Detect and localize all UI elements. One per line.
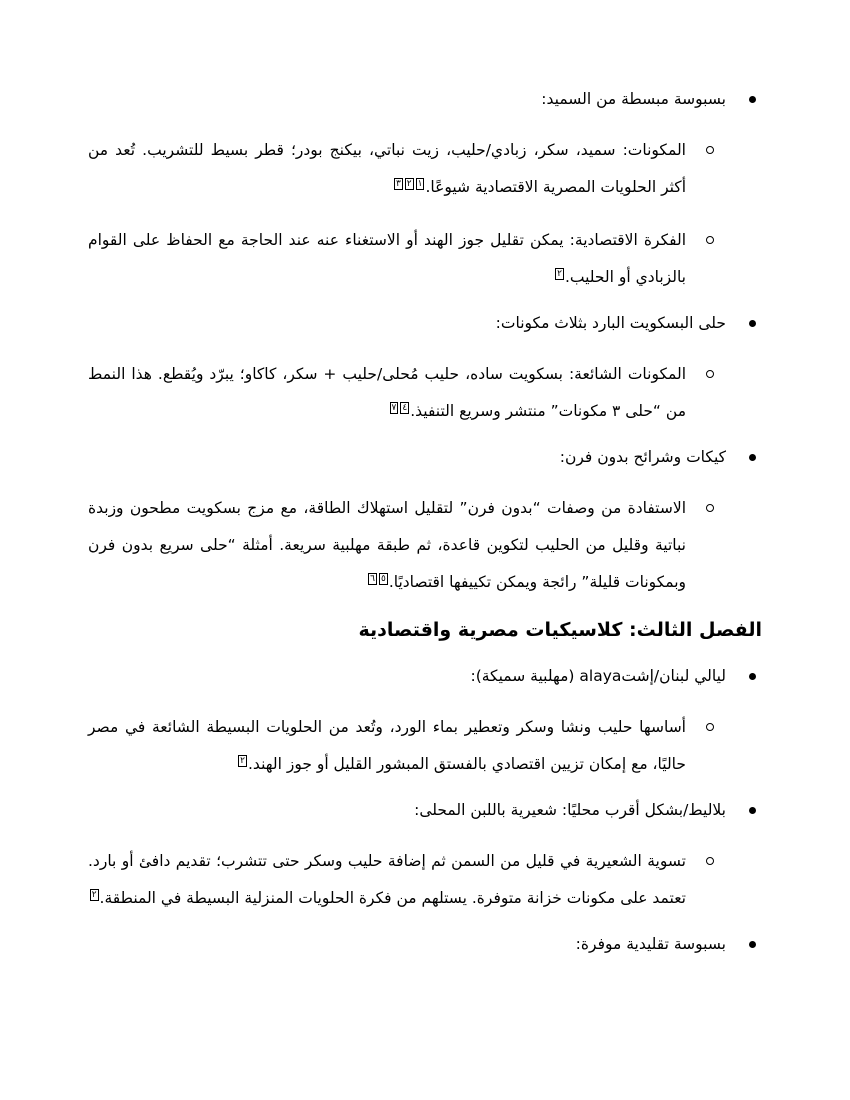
sub-basbousa-economic: الفكرة الاقتصادية: يمكن تقليل جوز الهند أو الاستغناء عنه عند الحاجة مع الحفاظ على القوام بالزبادي أو الحليب.٢ bbox=[88, 222, 762, 296]
citation-marker[interactable]: ٣ bbox=[395, 179, 401, 189]
chapter-heading: الفصل الثالث: كلاسيكيات مصرية واقتصادية bbox=[358, 619, 762, 641]
bullet-traditional-basbousa: بسبوسة تقليدية موفرة: bbox=[88, 933, 762, 955]
sub-basbousa-ingredients: المكونات: سميد، سكر، زبادي/حليب، زيت نباتي، بيكنج بودر؛ قطر بسيط للتشريب. تُعد من أكثر الحلويات المصرية الاقتصادية شيوعًا.١٢٣ bbox=[88, 132, 762, 206]
citation-marker[interactable]: ٢ bbox=[240, 756, 245, 766]
citation-marker[interactable]: ٢ bbox=[406, 179, 412, 189]
citation-marker[interactable]: ٥ bbox=[380, 574, 386, 584]
bullet-layali-lubnan: ليالي لبنان/إشتalaya (مهلبية سميكة): bbox=[88, 665, 762, 687]
bullet-vermicelli-milk: بلاليط/بشكل أقرب محليًا: شعيرية باللبن المحلى: bbox=[88, 799, 762, 821]
sub-no-oven-recipes: الاستفادة من وصفات “بدون فرن” لتقليل استهلاك الطاقة، مع مزج بسكويت مطحون وزبدة نباتية وقليل من الحليب لتكوين قاعدة، ثم طبقة مهلبية سريعة. أمثلة “حلى سريع بدون فرن وبمكونات قليلة” رائجة ويمكن تكييفها اقتصاديًا.٥٦ bbox=[88, 490, 762, 601]
citation-marker[interactable]: ٢ bbox=[91, 890, 97, 900]
citation-marker[interactable]: ٧ bbox=[391, 403, 397, 413]
citation-marker[interactable]: ٢ bbox=[557, 269, 562, 279]
citation-marker[interactable]: ١ bbox=[417, 179, 423, 189]
bullet-no-oven-cakes: كيكات وشرائح بدون فرن: bbox=[88, 446, 762, 468]
citation-marker[interactable]: ٦ bbox=[370, 574, 375, 584]
sub-layali-lubnan-desc: أساسها حليب ونشا وسكر وتعطير بماء الورد، وتُعد من الحلويات البسيطة الشائعة في مصر حاليًا، مع إمكان تزيين اقتصادي بالفستق المبشور القليل أو جوز الهند.٢ bbox=[88, 709, 762, 783]
citation-marker[interactable]: ٤ bbox=[402, 403, 408, 413]
bullet-basbousa-simple: بسبوسة مبسطة من السميد: bbox=[88, 88, 762, 110]
bullet-cold-biscuit: حلى البسكويت البارد بثلاث مكونات: bbox=[88, 312, 762, 334]
sub-cold-biscuit-ingredients: المكونات الشائعة: بسكويت ساده، حليب مُحلى/حليب + سكر، كاكاو؛ يبرّد ويُقطع. هذا النمط من “حلى ٣ مكونات” منتشر وسريع التنفيذ.٤٧ bbox=[88, 356, 762, 430]
sub-vermicelli-desc: تسوية الشعيرية في قليل من السمن ثم إضافة حليب وسكر حتى تتشرب؛ تقديم دافئ أو بارد. تعتمد على مكونات خزانة متوفرة. يستلهم من فكرة الحلويات المنزلية البسيطة في المنطقة.٢ bbox=[88, 843, 762, 917]
